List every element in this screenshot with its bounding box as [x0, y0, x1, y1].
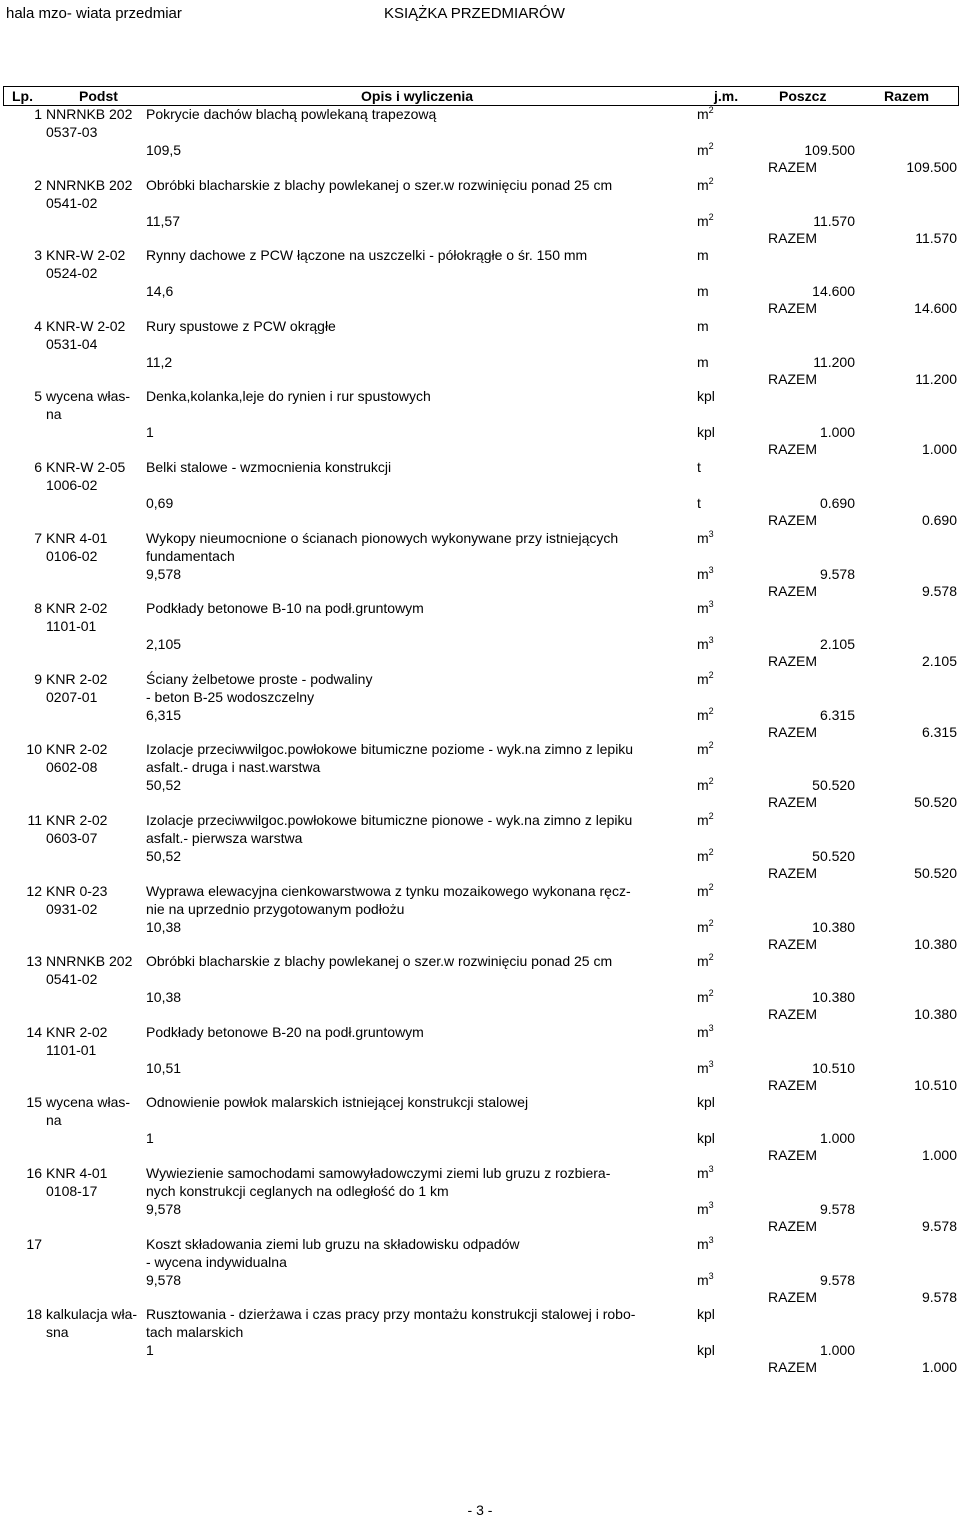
row-quantity-unit: $m^2$	[697, 776, 714, 794]
table-header-row	[3, 86, 959, 106]
row-code-line: 0537-03	[46, 124, 98, 140]
row-code-line: KNR 2-02	[46, 1023, 108, 1040]
row-desc-line: Wywiezienie samochodami samowyładowczymi ziemi lub gruzu z rozbiera-	[146, 1165, 611, 1181]
row-desc-line: - beton B-25 wodoszczelny	[146, 688, 315, 705]
row-desc-line: - wycena indywidualna	[146, 1253, 287, 1270]
row-code-line: 0602-08	[46, 759, 98, 776]
row-razem-label: RAZEM	[768, 229, 817, 246]
row-unit: $m^2$	[697, 952, 714, 970]
row-desc-line: tach malarskich	[146, 1324, 244, 1341]
row-lp: 7	[34, 529, 42, 546]
row-unit: $m^2$	[697, 811, 714, 828]
row-quantity-formula: 1	[146, 424, 154, 441]
row-razem-value: 2.105	[921, 653, 957, 670]
row-desc-line: Wykopy nieumocnione o ścianach pionowych wykonywane przy istniejących	[146, 529, 619, 546]
row-quantity-value: 6.315	[819, 706, 855, 723]
row-unit: $m^3$	[697, 1164, 714, 1181]
row-code-line: 1006-02	[46, 477, 98, 493]
row-razem-value: 6.315	[921, 723, 957, 740]
row-quantity-formula: 11,2	[146, 353, 173, 370]
row-quantity-unit: m	[697, 353, 709, 370]
row-quantity-formula: 11,57	[146, 212, 180, 229]
row-code-line: KNR 4-01	[46, 1165, 108, 1181]
row-code-line: KNR-W 2-02	[46, 317, 126, 334]
row-lp: 13	[26, 953, 42, 970]
row-razem-label: RAZEM	[768, 935, 817, 952]
row-code-line: 0541-02	[46, 194, 98, 211]
row-quantity-formula: 1	[146, 1130, 154, 1147]
row-quantity-value: 1.000	[819, 1342, 855, 1359]
row-code-line: na	[46, 406, 62, 423]
row-lp: 2	[34, 176, 42, 193]
row-razem-value: 50.520	[914, 794, 957, 811]
row-razem-value: 1.000	[921, 1359, 957, 1376]
row-quantity-unit: $m^3$	[697, 635, 714, 653]
row-code-line: KNR 2-02	[46, 600, 108, 617]
row-quantity-unit: kpl	[697, 1130, 715, 1147]
row-quantity-value: 11.570	[813, 212, 855, 229]
row-razem-value: 9.578	[921, 1218, 957, 1234]
row-razem-label: RAZEM	[768, 1006, 817, 1023]
row-quantity-unit: $m^2$	[697, 988, 714, 1006]
row-desc-line: asfalt.- pierwsza warstwa	[146, 830, 303, 846]
row-desc-line: Obróbki blacharskie z blachy powlekanej o szer.w rozwinięciu ponad 25 cm	[146, 953, 613, 970]
row-lp: 15	[26, 1094, 42, 1111]
row-quantity-value: 10.380	[812, 918, 855, 935]
row-code-line: KNR 4-01	[46, 529, 108, 546]
row-code-line: KNR 0-23	[46, 882, 108, 899]
row-code-line: 1101-01	[46, 1041, 97, 1058]
col-jm: j.m.	[714, 88, 739, 104]
row-code-line: 0931-02	[46, 900, 98, 917]
document-header-title: KSIĄŻKA PRZEDMIARÓW	[384, 5, 565, 22]
row-lp: 18	[26, 1306, 42, 1323]
row-code-line: KNR 2-02	[46, 741, 108, 758]
row-unit: $m^3$	[697, 1234, 714, 1252]
row-quantity-formula: 109,5	[146, 142, 182, 158]
row-code-line: 0541-02	[46, 971, 98, 988]
row-quantity-value: 1.000	[819, 1130, 855, 1147]
row-desc-line: Podkłady betonowe B-10 na podł.gruntowym	[146, 600, 424, 617]
row-quantity-unit: $m^2$	[697, 847, 714, 864]
row-code-line: 0603-07	[46, 830, 98, 846]
row-quantity-unit: kpl	[697, 1342, 715, 1359]
row-lp: 16	[26, 1165, 42, 1181]
col-opis: Opis i wyliczenia	[361, 88, 474, 104]
row-razem-label: RAZEM	[768, 1218, 817, 1234]
row-code-line: KNR 2-02	[46, 670, 108, 687]
row-razem-value: 10.380	[914, 1006, 957, 1023]
row-desc-line: Denka,kolanka,leje do rynien i rur spustowych	[146, 388, 431, 405]
row-unit: m	[697, 247, 709, 264]
row-quantity-value: 50.520	[812, 777, 855, 794]
row-razem-label: RAZEM	[768, 370, 817, 387]
col-poszcz: Poszcz	[779, 88, 827, 104]
row-unit: $m^2$	[697, 175, 714, 193]
row-desc-line: Izolacje przeciwwilgoc.powłokowe bitumiczne poziome - wyk.na zimno z lepiku	[146, 741, 634, 758]
row-desc-line: Rynny dachowe z PCW łączone na uszczelki - półokrągłe o śr. 150 mm	[146, 247, 588, 264]
row-desc-line: Ściany żelbetowe proste - podwaliny	[146, 670, 373, 687]
row-quantity-value: 50.520	[812, 848, 855, 864]
row-unit: $m^2$	[697, 669, 714, 687]
row-unit: t	[697, 459, 701, 475]
row-razem-label: RAZEM	[768, 300, 817, 317]
row-desc-line: Izolacje przeciwwilgoc.powłokowe bitumiczne pionowe - wyk.na zimno z lepiku	[146, 812, 633, 828]
row-desc-line: Koszt składowania ziemi lub gruzu na składowisku odpadów	[146, 1235, 520, 1252]
row-unit: m	[697, 317, 709, 334]
row-unit: kpl	[697, 1094, 715, 1111]
row-desc-line: fundamentach	[146, 547, 235, 564]
row-razem-label: RAZEM	[768, 1359, 817, 1376]
row-lp: 6	[34, 459, 42, 475]
row-unit: kpl	[697, 388, 715, 405]
row-razem-value: 14.600	[914, 300, 957, 317]
row-desc-line: Podkłady betonowe B-20 na podł.gruntowym	[146, 1023, 424, 1040]
row-razem-label: RAZEM	[768, 653, 817, 670]
row-quantity-value: 14.600	[812, 283, 855, 300]
row-razem-label: RAZEM	[768, 1076, 817, 1093]
row-unit: $m^3$	[697, 1022, 714, 1040]
row-desc-line: Odnowienie powłok malarskich istniejącej konstrukcji stalowej	[146, 1094, 529, 1111]
row-desc-line: Belki stalowe - wzmocnienia konstrukcji	[146, 459, 392, 475]
row-quantity-formula: 9,578	[146, 1201, 182, 1217]
row-quantity-formula: 50,52	[146, 777, 182, 794]
row-lp: 5	[34, 388, 42, 405]
row-quantity-formula: 0,69	[146, 495, 174, 511]
row-quantity-value: 10.380	[812, 989, 855, 1006]
row-razem-value: 11.200	[915, 370, 957, 387]
row-code-line: KNR 2-02	[46, 812, 108, 828]
row-lp: 3	[34, 247, 42, 264]
row-code-line: 0108-17	[46, 1183, 98, 1199]
row-quantity-unit: $m^3$	[697, 1058, 714, 1076]
row-razem-label: RAZEM	[768, 794, 817, 811]
row-unit: kpl	[697, 1306, 715, 1323]
row-quantity-formula: 6,315	[146, 706, 182, 723]
row-razem-label: RAZEM	[768, 723, 817, 740]
row-desc-line: Pokrycie dachów blachą powlekaną trapezową	[146, 106, 437, 122]
row-quantity-value: 2.105	[819, 636, 855, 653]
row-unit: $m^3$	[697, 599, 714, 617]
row-razem-label: RAZEM	[768, 865, 817, 881]
row-razem-label: RAZEM	[768, 1288, 817, 1305]
row-desc-line: nie na uprzednio przygotowanym podłożu	[146, 900, 405, 917]
row-razem-label: RAZEM	[768, 512, 817, 528]
row-desc-line: nych konstrukcji ceglanych na odległość do 1 km	[146, 1183, 449, 1199]
row-razem-value: 9.578	[921, 582, 957, 599]
row-razem-value: 11.570	[915, 229, 957, 246]
row-quantity-unit: $m^3$	[697, 564, 714, 582]
row-quantity-formula: 9,578	[146, 565, 182, 582]
row-unit: $m^2$	[697, 105, 714, 122]
row-quantity-formula: 9,578	[146, 1271, 182, 1288]
row-code-line: 0207-01	[46, 688, 98, 705]
row-lp: 4	[34, 317, 42, 334]
row-code-line: kalkulacja wła-	[46, 1306, 138, 1323]
row-quantity-value: 0.690	[819, 495, 855, 511]
row-lp: 1	[34, 106, 42, 122]
row-quantity-formula: 10,38	[146, 989, 182, 1006]
row-razem-value: 50.520	[914, 865, 957, 881]
row-quantity-unit: $m^2$	[697, 141, 714, 158]
row-quantity-value: 11.200	[813, 353, 855, 370]
row-quantity-formula: 14,6	[146, 283, 174, 300]
col-razem: Razem	[884, 88, 930, 104]
row-quantity-unit: $m^3$	[697, 1200, 714, 1217]
row-unit: $m^3$	[697, 528, 714, 546]
col-lp: Lp.	[12, 88, 33, 104]
row-quantity-value: 10.510	[812, 1059, 855, 1076]
document-header-left: hala mzo- wiata przedmiar	[6, 5, 182, 22]
row-desc-line: Rury spustowe z PCW okrągłe	[146, 317, 336, 334]
row-razem-label: RAZEM	[768, 1147, 817, 1164]
row-code-line: wycena włas-	[46, 1094, 131, 1111]
row-code-line: na	[46, 1112, 62, 1129]
row-quantity-value: 9.578	[819, 1201, 855, 1217]
row-razem-value: 109.500	[906, 159, 957, 175]
row-lp: 9	[34, 670, 42, 687]
row-code-line: 0106-02	[46, 547, 98, 564]
row-lp: 11	[27, 812, 42, 828]
row-quantity-formula: 10,38	[146, 918, 182, 935]
row-quantity-value: 1.000	[819, 424, 855, 441]
row-razem-label: RAZEM	[768, 441, 817, 458]
row-quantity-unit: m	[697, 283, 709, 300]
col-podst: Podst	[79, 88, 118, 104]
row-code-line: KNR-W 2-05	[46, 459, 126, 475]
row-quantity-unit: $m^2$	[697, 917, 714, 935]
row-code-line: 0524-02	[46, 265, 98, 282]
row-quantity-formula: 50,52	[146, 848, 182, 864]
row-code-line: NNRNKB 202	[46, 106, 133, 122]
row-code-line: NNRNKB 202	[46, 953, 133, 970]
row-razem-value: 9.578	[921, 1288, 957, 1305]
row-code-line: 1101-01	[46, 618, 97, 635]
row-desc-line: asfalt.- druga i nast.warstwa	[146, 759, 321, 776]
row-code-line: wycena włas-	[46, 388, 131, 405]
row-unit: $m^2$	[697, 740, 714, 758]
row-razem-value: 10.380	[914, 935, 957, 952]
row-razem-label: RAZEM	[768, 159, 817, 175]
row-desc-line: Obróbki blacharskie z blachy powlekanej o szer.w rozwinięciu ponad 25 cm	[146, 176, 613, 193]
row-razem-value: 1.000	[921, 441, 957, 458]
row-quantity-unit: kpl	[697, 424, 715, 441]
row-code-line: KNR-W 2-02	[46, 247, 126, 264]
row-lp: 8	[34, 600, 42, 617]
row-code-line: 0531-04	[46, 335, 98, 352]
row-quantity-value: 109.500	[804, 142, 855, 158]
row-desc-line: Wyprawa elewacyjna cienkowarstwowa z tynku mozaikowego wykonana ręcz-	[146, 882, 631, 899]
row-razem-value: 0.690	[921, 512, 957, 528]
row-unit: $m^2$	[697, 881, 714, 899]
page-number: - 3 -	[467, 1502, 493, 1518]
row-quantity-unit: t	[697, 495, 701, 511]
row-desc-line: Rusztowania - dzierżawa i czas pracy przy montażu konstrukcji stalowej i robo-	[146, 1306, 636, 1323]
row-code-line: NNRNKB 202	[46, 176, 133, 193]
row-lp: 14	[26, 1023, 42, 1040]
row-quantity-unit: $m^2$	[697, 705, 714, 723]
row-razem-value: 10.510	[914, 1076, 957, 1093]
row-quantity-formula: 2,105	[146, 636, 182, 653]
row-lp: 12	[26, 882, 42, 899]
row-lp: 10	[26, 741, 42, 758]
row-quantity-value: 9.578	[819, 1271, 855, 1288]
row-quantity-formula: 10,51	[146, 1059, 182, 1076]
row-razem-value: 1.000	[921, 1147, 957, 1164]
row-quantity-unit: $m^2$	[697, 211, 714, 229]
row-code-line: sna	[46, 1324, 69, 1341]
row-lp: 17	[26, 1235, 42, 1252]
row-quantity-unit: $m^3$	[697, 1270, 714, 1288]
row-quantity-value: 9.578	[819, 565, 855, 582]
row-razem-label: RAZEM	[768, 582, 817, 599]
row-quantity-formula: 1	[146, 1342, 154, 1359]
